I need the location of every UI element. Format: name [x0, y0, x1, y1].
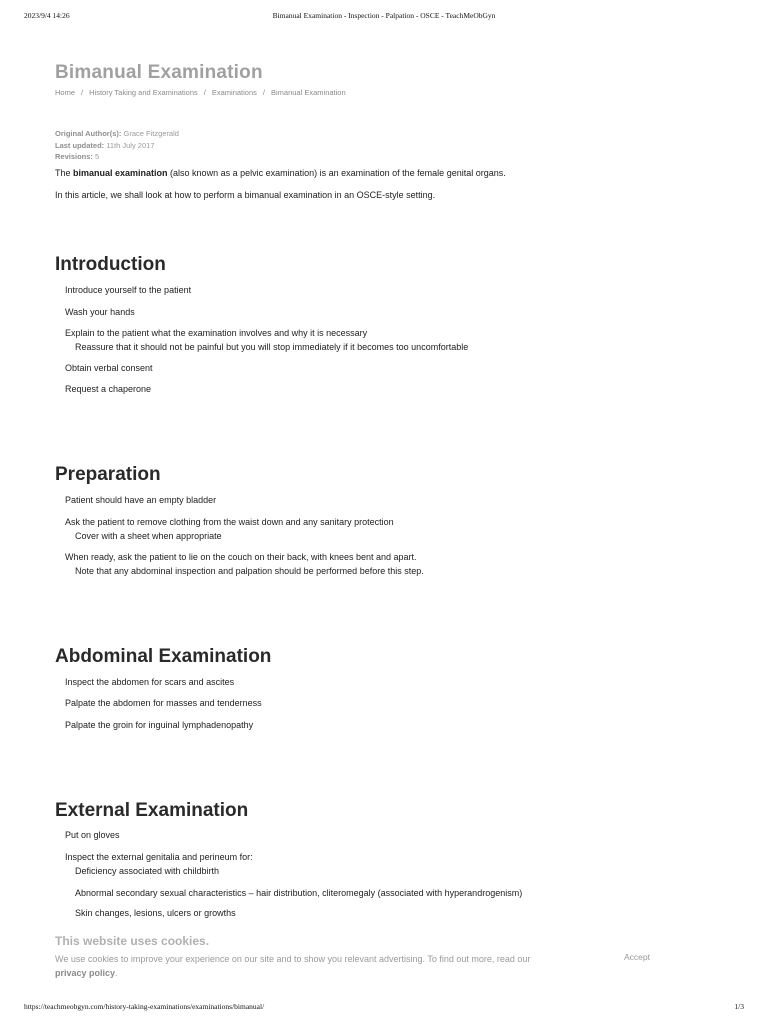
- list-item: Obtain verbal consent: [65, 363, 153, 373]
- section-heading-external-examination: External Examination: [55, 800, 249, 821]
- print-footer: [0, 1002, 768, 1014]
- sub-list-item: Note that any abdominal inspection and palpation should be performed before this step.: [75, 566, 424, 576]
- section-heading-introduction: Introduction: [55, 254, 166, 275]
- list-item: Wash your hands: [65, 307, 135, 317]
- breadcrumb-separator: /: [262, 88, 265, 97]
- list-item: Palpate the abdomen for masses and tenderness: [65, 698, 262, 708]
- meta-updated-value: 11th July 2017: [106, 140, 155, 150]
- intro-bold-term: bimanual examination: [73, 168, 168, 178]
- list-item: Request a chaperone: [65, 384, 152, 394]
- sub-list-item: Reassure that it should not be painful but you will stop immediately if it becomes too uncomfortable: [75, 342, 469, 352]
- meta-updated-label: Last updated:: [55, 140, 105, 150]
- sub-list-item: Abnormal secondary sexual characteristics – hair distribution, cliteromegaly (associated with hyperandrogenism): [75, 888, 523, 898]
- list-item: When ready, ask the patient to lie on the couch on their back, with knees bent and apart.: [65, 552, 417, 562]
- meta-updated: [55, 140, 179, 152]
- breadcrumb-home[interactable]: Home: [55, 88, 76, 97]
- breadcrumb-history-taking[interactable]: History Taking and Examinations: [89, 88, 198, 97]
- section-heading-abdominal-examination: Abdominal Examination: [55, 646, 272, 667]
- list-item: Put on gloves: [65, 830, 120, 840]
- print-datetime: 2023/9/4 14:26: [24, 11, 70, 20]
- sub-list-item: Skin changes, lesions, ulcers or growths: [75, 908, 236, 918]
- meta-author-label: Original Author(s):: [55, 129, 122, 138]
- list-item: Ask the patient to remove clothing from the waist down and any sanitary protection: [65, 517, 394, 527]
- meta-revisions-label: Revisions:: [55, 152, 93, 161]
- intro-paragraph-1: [55, 168, 506, 178]
- print-url: https://teachmeobgyn.com/history-taking-examinations/examinations/bimanual/: [24, 1002, 265, 1011]
- article-content: [55, 0, 715, 918]
- cookie-banner-text: [55, 952, 595, 980]
- list-item: Inspect the abdomen for scars and ascites: [65, 677, 235, 687]
- article-meta: [55, 128, 179, 163]
- list-item: Introduce yourself to the patient: [65, 285, 192, 295]
- list-item: Patient should have an empty bladder: [65, 495, 217, 505]
- breadcrumb-current: Bimanual Examination: [271, 88, 346, 97]
- intro-paragraph-2: In this article, we shall look at how to perform a bimanual examination in an OSCE-style setting.: [55, 190, 436, 200]
- list-item: Palpate the groin for inguinal lymphadenopathy: [65, 720, 254, 730]
- list-item: Explain to the patient what the examination involves and why it is necessary: [65, 328, 368, 338]
- breadcrumb: [55, 88, 346, 97]
- sub-list-item: Cover with a sheet when appropriate: [75, 531, 222, 541]
- page-title: Bimanual Examination: [55, 62, 263, 83]
- list-item: Inspect the external genitalia and perineum for:: [65, 852, 253, 862]
- privacy-policy-link[interactable]: privacy policy: [55, 968, 116, 978]
- cookie-message: We use cookies to improve your experience on our site and to show you relevant advertising. To find out more, read our: [55, 954, 531, 964]
- section-heading-preparation: Preparation: [55, 464, 161, 485]
- breadcrumb-separator: /: [203, 88, 206, 97]
- intro-text: (also known as a pelvic examination) is an examination of the female genital organs.: [167, 168, 506, 178]
- print-page-number: 1/3: [734, 1002, 744, 1011]
- breadcrumb-examinations[interactable]: Examinations: [211, 88, 257, 97]
- cookie-banner: [0, 928, 768, 988]
- cookie-banner-title: This website uses cookies.: [55, 934, 210, 948]
- meta-revisions-value: 5: [95, 152, 100, 161]
- meta-author: [55, 128, 179, 140]
- breadcrumb-separator: /: [81, 88, 84, 97]
- meta-author-value: Grace Fitzgerald: [123, 129, 179, 138]
- print-document-title: Bimanual Examination - Inspection - Palpation - OSCE - TeachMeObGyn: [272, 11, 496, 20]
- sub-list-item: Deficiency associated with childbirth: [75, 866, 220, 876]
- intro-text: The: [55, 168, 74, 178]
- cookie-period: .: [115, 968, 118, 978]
- accept-cookies-button[interactable]: Accept: [624, 952, 650, 962]
- meta-revisions: [55, 151, 179, 163]
